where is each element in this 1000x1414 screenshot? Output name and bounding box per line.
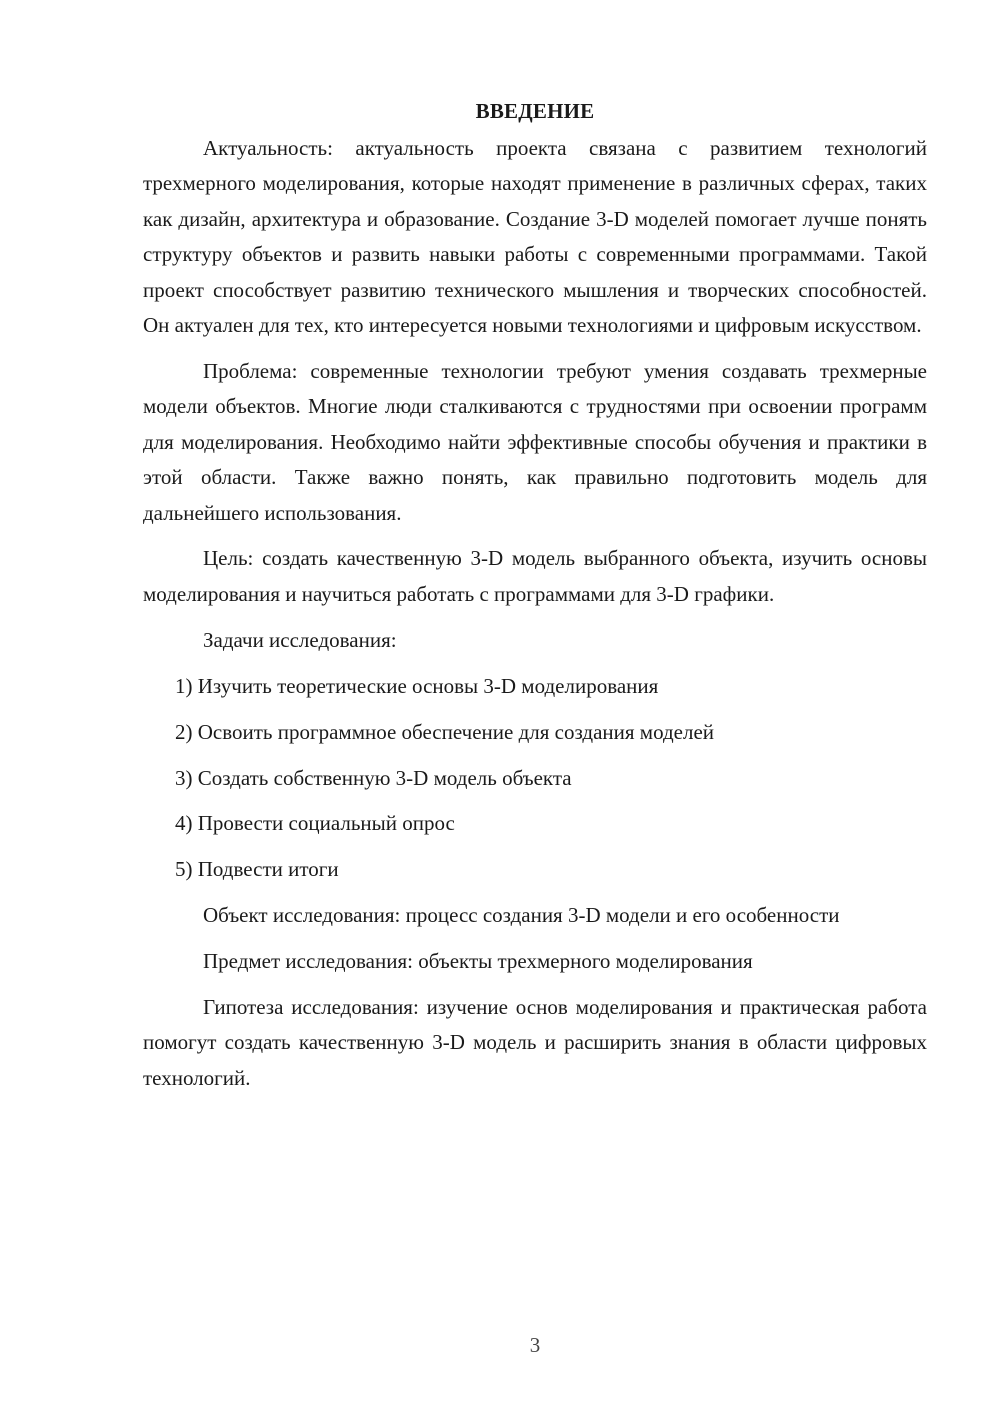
paragraph-object: Объект исследования: процесс создания 3-D модели и его особенности [203, 903, 840, 928]
page-title: ВВЕДЕНИЕ [475, 99, 595, 123]
list-item: 4) Провести социальный опрос [175, 811, 455, 836]
paragraph-goal: Цель: создать качественную 3-D модель выбранного объекта, изучить основы моделирования и научиться работать с программами для 3-D графики. [143, 546, 927, 606]
tasks-list [143, 669, 927, 888]
tasks-heading: Задачи исследования: [203, 627, 397, 652]
paragraph-relevance: Актуальность: актуальность проекта связана с развитием технологий трехмерного моделирования, которые находят применение в различных сферах, таких как дизайн, архитектура и образование. Создание 3-D моделей помогает лучше понять структуру объектов и развить навыки работы с современными программами. Такой проект способствует развитию технического мышления и творческих способностей. Он актуален для тех, кто интересуется новыми технологиями и цифровым искусством. [143, 136, 927, 338]
list-item: 3) Создать собственную 3-D модель объекта [175, 765, 572, 790]
page-content [143, 96, 927, 1107]
list-item: 1) Изучить теоретические основы 3-D моделирования [175, 673, 659, 698]
list-item: 5) Подвести итоги [175, 857, 339, 882]
page-number: 3 [529, 1333, 541, 1357]
list-item: 2) Освоить программное обеспечение для создания моделей [175, 719, 715, 744]
paragraph-subject: Предмет исследования: объекты трехмерного моделирования [203, 949, 753, 974]
paragraph-problem: Проблема: современные технологии требуют умения создавать трехмерные модели объектов. Многие люди сталкиваются с трудностями при освоении программ для моделирования. Необходимо найти эффективные способы обучения и практики в этой области. Также важно понять, как правильно подготовить модель для дальнейшего использования. [143, 358, 927, 525]
paragraph-hypothesis: Гипотеза исследования: изучение основ моделирования и практическая работа помогут создать качественную 3-D модель и расширить знания в области цифровых технологий. [143, 995, 927, 1090]
